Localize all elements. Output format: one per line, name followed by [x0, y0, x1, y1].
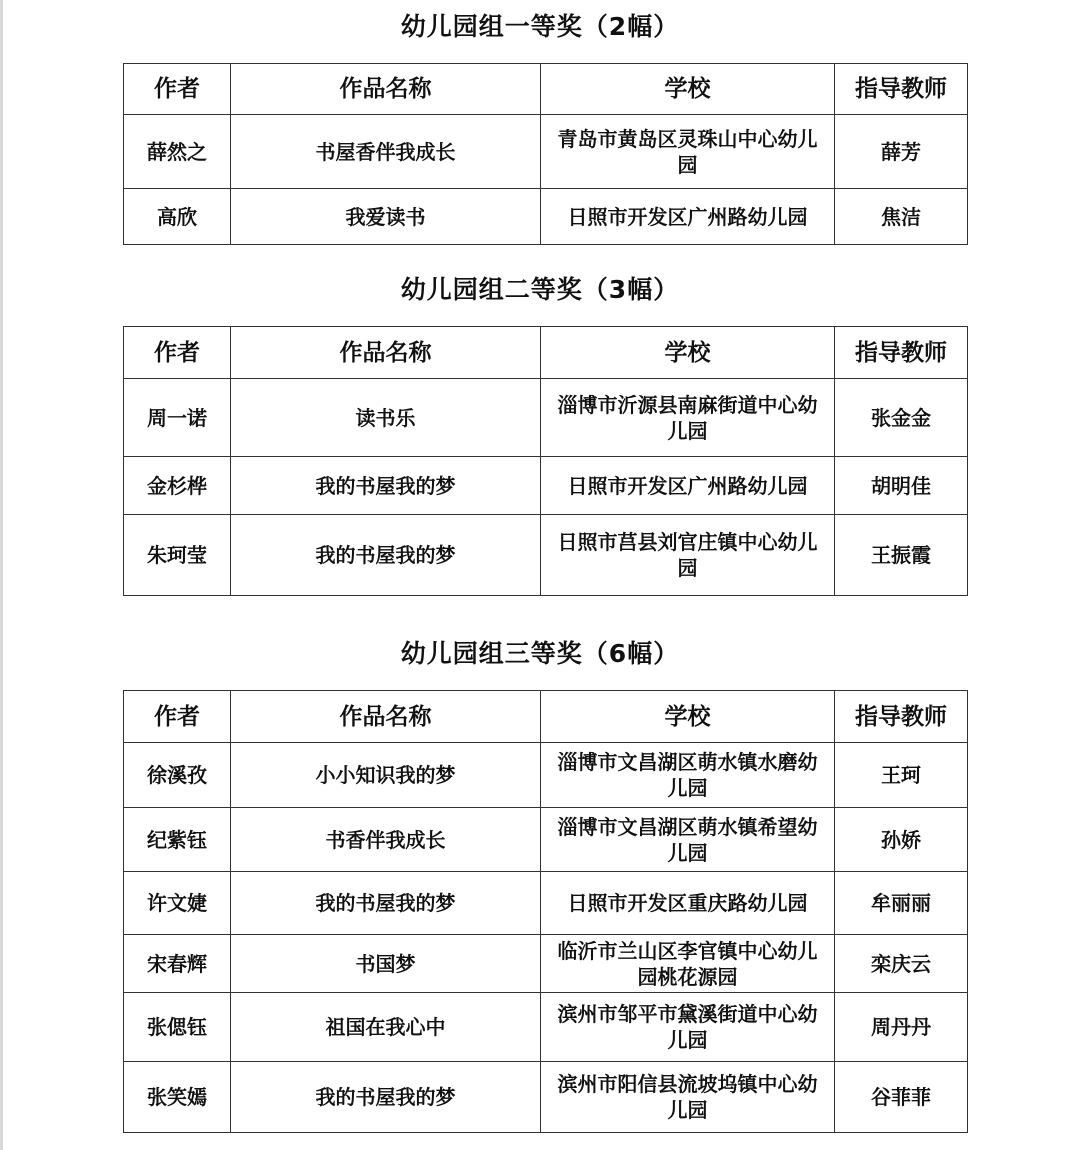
header-teacher: 指导教师 [835, 327, 968, 379]
cell-teacher: 胡明佳 [835, 457, 968, 515]
cell-teacher: 焦洁 [835, 189, 968, 245]
header-author: 作者 [124, 691, 231, 743]
cell-teacher: 王珂 [835, 743, 968, 808]
header-teacher: 指导教师 [835, 691, 968, 743]
table-header-row [124, 64, 968, 115]
table-row [124, 115, 968, 189]
cell-work-title: 书香伴我成长 [231, 808, 541, 872]
cell-school: 淄博市沂源县南麻街道中心幼儿园 [541, 379, 835, 457]
cell-work-title: 我的书屋我的梦 [231, 872, 541, 935]
section-title-first-prize: 幼儿园组一等奖（2幅） [400, 12, 680, 41]
table-row [124, 935, 968, 993]
cell-school: 临沂市兰山区李官镇中心幼儿园桃花源园 [541, 935, 835, 993]
page-left-border [0, 0, 3, 1150]
header-author: 作者 [124, 64, 231, 115]
cell-author: 纪紫钰 [124, 808, 231, 872]
cell-teacher: 王振霞 [835, 515, 968, 596]
cell-work-title: 读书乐 [231, 379, 541, 457]
header-work-title: 作品名称 [231, 327, 541, 379]
cell-school: 日照市开发区重庆路幼儿园 [541, 872, 835, 935]
header-work-title: 作品名称 [231, 64, 541, 115]
table-row [124, 872, 968, 935]
cell-work-title: 小小知识我的梦 [231, 743, 541, 808]
section-title-second-prize: 幼儿园组二等奖（3幅） [400, 275, 680, 304]
header-school: 学校 [541, 327, 835, 379]
cell-school: 淄博市文昌湖区萌水镇水磨幼儿园 [541, 743, 835, 808]
table-row [124, 457, 968, 515]
table-row [124, 189, 968, 245]
cell-school: 淄博市文昌湖区萌水镇希望幼儿园 [541, 808, 835, 872]
cell-work-title: 书国梦 [231, 935, 541, 993]
cell-author: 朱珂莹 [124, 515, 231, 596]
award-table-first-prize [123, 63, 968, 245]
cell-author: 高欣 [124, 189, 231, 245]
cell-teacher: 周丹丹 [835, 993, 968, 1062]
header-school: 学校 [541, 64, 835, 115]
cell-work-title: 祖国在我心中 [231, 993, 541, 1062]
table-header-row [124, 327, 968, 379]
cell-school: 日照市开发区广州路幼儿园 [541, 189, 835, 245]
table-row [124, 379, 968, 457]
table-header-row [124, 691, 968, 743]
cell-teacher: 孙娇 [835, 808, 968, 872]
cell-author: 许文婕 [124, 872, 231, 935]
table-row [124, 515, 968, 596]
table-row [124, 808, 968, 872]
cell-school: 滨州市阳信县流坡坞镇中心幼儿园 [541, 1062, 835, 1133]
cell-author: 宋春辉 [124, 935, 231, 993]
cell-work-title: 我的书屋我的梦 [231, 457, 541, 515]
cell-author: 金杉桦 [124, 457, 231, 515]
cell-teacher: 牟丽丽 [835, 872, 968, 935]
award-table-second-prize [123, 326, 968, 596]
section-title-third-prize: 幼儿园组三等奖（6幅） [400, 639, 680, 668]
cell-work-title: 书屋香伴我成长 [231, 115, 541, 189]
header-author: 作者 [124, 327, 231, 379]
cell-author: 徐溪孜 [124, 743, 231, 808]
header-school: 学校 [541, 691, 835, 743]
cell-school: 滨州市邹平市黛溪街道中心幼儿园 [541, 993, 835, 1062]
table-row [124, 993, 968, 1062]
cell-author: 周一诺 [124, 379, 231, 457]
header-work-title: 作品名称 [231, 691, 541, 743]
cell-work-title: 我的书屋我的梦 [231, 515, 541, 596]
award-table-third-prize [123, 690, 968, 1133]
cell-author: 薛然之 [124, 115, 231, 189]
cell-teacher: 薛芳 [835, 115, 968, 189]
cell-teacher: 谷菲菲 [835, 1062, 968, 1133]
cell-school: 青岛市黄岛区灵珠山中心幼儿园 [541, 115, 835, 189]
cell-school: 日照市莒县刘官庄镇中心幼儿园 [541, 515, 835, 596]
cell-work-title: 我爱读书 [231, 189, 541, 245]
header-teacher: 指导教师 [835, 64, 968, 115]
cell-author: 张偲钰 [124, 993, 231, 1062]
cell-work-title: 我的书屋我的梦 [231, 1062, 541, 1133]
cell-teacher: 栾庆云 [835, 935, 968, 993]
table-row [124, 743, 968, 808]
cell-author: 张笑嫣 [124, 1062, 231, 1133]
cell-teacher: 张金金 [835, 379, 968, 457]
table-row [124, 1062, 968, 1133]
cell-school: 日照市开发区广州路幼儿园 [541, 457, 835, 515]
